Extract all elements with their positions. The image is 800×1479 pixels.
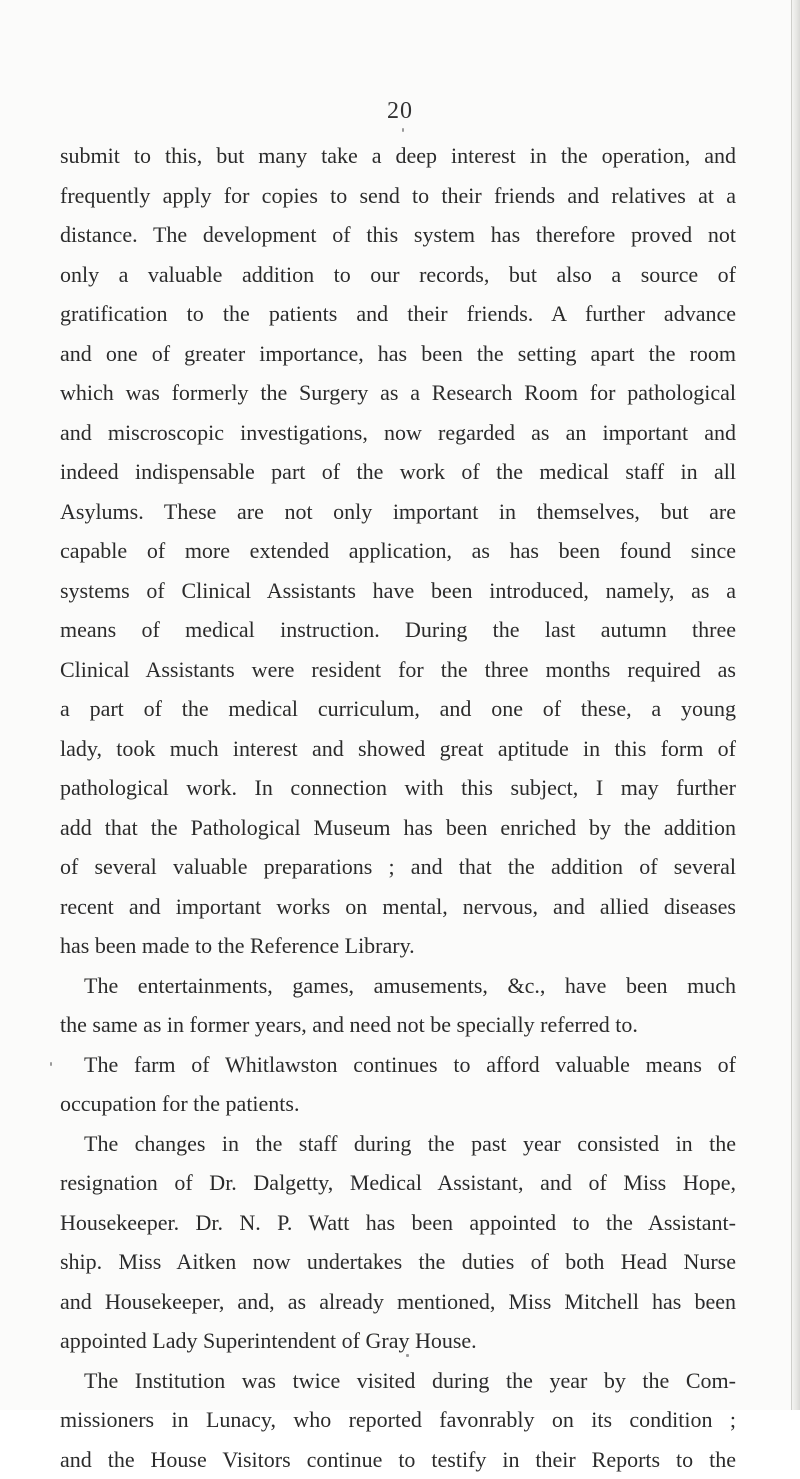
text-line: gratification to the patients and their friends. A further advance [60, 294, 736, 334]
text-line: has been made to the Reference Library. [60, 926, 736, 966]
text-line: recent and important works on mental, nervous, and allied diseases [60, 887, 736, 927]
text-line: The farm of Whitlawston continues to afford valuable means of [60, 1045, 736, 1085]
scan-speck [402, 128, 404, 132]
text-line: The changes in the staff during the past year consisted in the [60, 1124, 736, 1164]
body-text [60, 136, 736, 1479]
page-edge-shadow [792, 0, 800, 1410]
text-line: appointed Lady Superintendent of Gray House. [60, 1321, 736, 1361]
page-number: 20 [0, 98, 800, 125]
text-line: capable of more extended application, as has been found since [60, 531, 736, 571]
text-line: The entertainments, games, amusements, &c., have been much [60, 966, 736, 1006]
text-line: and the House Visitors continue to testify in their Reports to the [60, 1440, 736, 1479]
text-line: pathological work. In connection with this subject, I may further [60, 768, 736, 808]
text-line: frequently apply for copies to send to their friends and relatives at a [60, 176, 736, 216]
text-line: of several valuable preparations ; and that the addition of several [60, 847, 736, 887]
text-line: The Institution was twice visited during the year by the Com- [60, 1361, 736, 1401]
text-line: indeed indispensable part of the work of the medical staff in all [60, 452, 736, 492]
text-line: occupation for the patients. [60, 1084, 736, 1124]
text-line: and Housekeeper, and, as already mentioned, Miss Mitchell has been [60, 1282, 736, 1322]
text-line: only a valuable addition to our records, but also a source of [60, 255, 736, 295]
text-line: add that the Pathological Museum has been enriched by the addition [60, 808, 736, 848]
text-line: submit to this, but many take a deep interest in the operation, and [60, 136, 736, 176]
text-line: a part of the medical curriculum, and one of these, a young [60, 689, 736, 729]
text-line: missioners in Lunacy, who reported favonrably on its condition ; [60, 1400, 736, 1440]
text-line: systems of Clinical Assistants have been introduced, namely, as a [60, 571, 736, 611]
text-line: and miscroscopic investigations, now regarded as an important and [60, 413, 736, 453]
scan-speck [50, 1062, 52, 1066]
text-line: resignation of Dr. Dalgetty, Medical Assistant, and of Miss Hope, [60, 1163, 736, 1203]
text-line: Clinical Assistants were resident for the three months required as [60, 650, 736, 690]
text-line: and one of greater importance, has been the setting apart the room [60, 334, 736, 374]
text-line: distance. The development of this system has therefore proved not [60, 215, 736, 255]
text-line: lady, took much interest and showed great aptitude in this form of [60, 729, 736, 769]
text-line: Housekeeper. Dr. N. P. Watt has been appointed to the Assistant- [60, 1203, 736, 1243]
text-line: which was formerly the Surgery as a Research Room for pathological [60, 373, 736, 413]
text-line: Asylums. These are not only important in themselves, but are [60, 492, 736, 532]
text-line: the same as in former years, and need not be specially referred to. [60, 1005, 736, 1045]
text-line: means of medical instruction. During the last autumn three [60, 610, 736, 650]
text-line: ship. Miss Aitken now undertakes the duties of both Head Nurse [60, 1242, 736, 1282]
